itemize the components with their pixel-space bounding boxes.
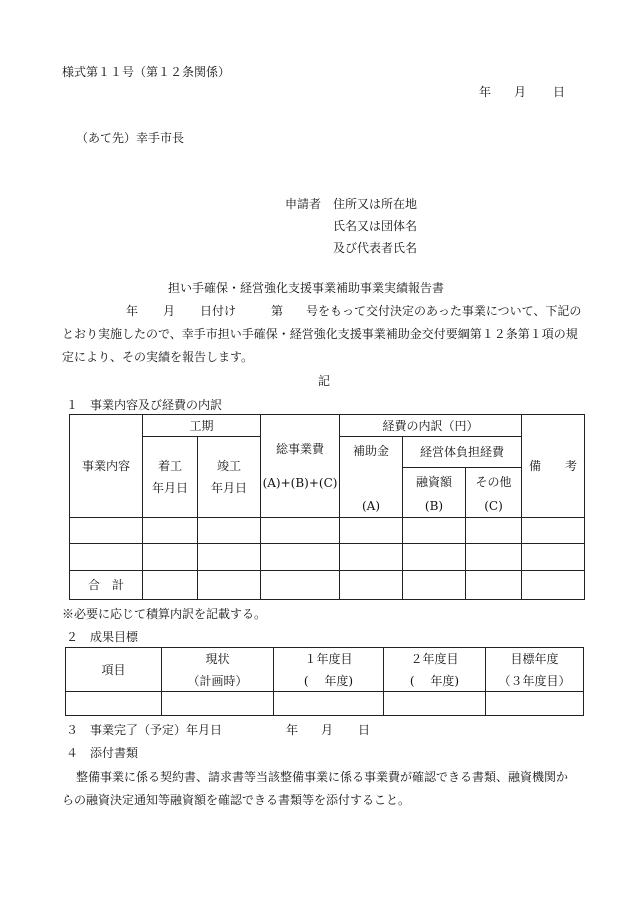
section1-heading: １ 事業内容及び経費の内訳 (66, 398, 223, 412)
target-cell-item[interactable] (66, 692, 162, 716)
target-cell-current[interactable] (162, 692, 274, 716)
header-loan-code: (B) (403, 495, 466, 517)
total-cost-label: 総事業費 (276, 441, 325, 456)
header-total-cost (261, 415, 340, 518)
recipient: （あて先）幸手市長 (76, 131, 185, 145)
cell-other-2[interactable] (466, 544, 522, 571)
section2-heading: ２ 成果目標 (66, 630, 139, 644)
header-self-burden: 経営体負担経費 (403, 437, 522, 468)
cell-total-end[interactable] (198, 570, 261, 599)
header-period: 工期 (143, 415, 261, 437)
header-other-code: (C) (466, 495, 522, 517)
current-sub: （計画時） (187, 673, 248, 688)
date-day: 日 (553, 85, 566, 99)
table-row (70, 517, 585, 544)
section4-line1: 整備事業に係る契約書、請求書等当該整備事業に係る事業費が確認できる書類、融資機関か (76, 770, 569, 784)
cell-remarks-2[interactable] (522, 544, 585, 571)
body-year: 年 (126, 304, 139, 318)
target-cell-target[interactable] (486, 692, 584, 716)
header-subsidy: 補助金 (340, 437, 403, 495)
header-subsidy-code: (A) (340, 495, 403, 517)
body-dai: 第 (271, 304, 284, 318)
cell-loan-1[interactable] (403, 517, 466, 544)
target-sub: （３年度目） (498, 673, 571, 688)
section3-heading: ３ 事業完了（予定）年月日 (66, 723, 223, 737)
section3-day: 日 (358, 723, 371, 737)
target-header-year1 (274, 648, 384, 692)
header-breakdown: 経費の内訳（円） (340, 415, 522, 437)
form-number: 様式第１１号（第１２条関係） (62, 65, 231, 79)
target-table (65, 647, 584, 716)
target-cell-year2[interactable] (384, 692, 486, 716)
target-header-target (486, 648, 584, 692)
year2-sub: ( 年度) (409, 673, 460, 688)
cell-other-1[interactable] (466, 517, 522, 544)
current-label: 現状 (205, 651, 230, 666)
cell-start-1[interactable] (143, 517, 198, 544)
section4-heading: ４ 添付書類 (66, 746, 139, 760)
header-loan: 融資額 (403, 468, 466, 495)
date-year: 年 (479, 85, 492, 99)
applicant-rep: 及び代表者氏名 (333, 241, 418, 255)
cell-total-other[interactable] (466, 570, 522, 599)
year2-label: ２年度目 (410, 651, 459, 666)
start-label: 着工 (157, 458, 182, 473)
header-other: その他 (466, 468, 522, 495)
cell-end-2[interactable] (198, 544, 261, 571)
body-line3: 定により、その実績を報告します。 (62, 350, 254, 364)
cell-subsidy-2[interactable] (340, 544, 403, 571)
cell-end-1[interactable] (198, 517, 261, 544)
section3-month: 月 (321, 723, 334, 737)
target-header-item: 項目 (66, 648, 162, 692)
applicant-address: 住所又は所在地 (333, 197, 418, 211)
total-row-label: 合 計 (70, 570, 143, 599)
target-header-current (162, 648, 274, 692)
target-label: 目標年度 (510, 651, 559, 666)
year1-label: １年度目 (304, 651, 353, 666)
cell-total-total[interactable] (261, 570, 340, 599)
cell-content-1[interactable] (70, 517, 143, 544)
table-row (66, 692, 584, 716)
table-row-total (70, 570, 585, 599)
cell-start-2[interactable] (143, 544, 198, 571)
end-ymd: 年月日 (211, 480, 248, 495)
cell-subsidy-1[interactable] (340, 517, 403, 544)
section1-note: ※必要に応じて積算内訳を記載する。 (62, 607, 267, 621)
cell-total-loan[interactable] (403, 570, 466, 599)
cell-total-1[interactable] (261, 517, 340, 544)
start-ymd: 年月日 (151, 480, 188, 495)
body-day: 日付け (200, 304, 237, 318)
end-label: 竣工 (217, 458, 242, 473)
header-content: 事業内容 (70, 415, 143, 518)
expense-table (69, 414, 585, 600)
header-remarks: 備 考 (522, 415, 585, 518)
cell-total-start[interactable] (143, 570, 198, 599)
applicant-name: 氏名又は団体名 (333, 219, 418, 233)
applicant-label: 申請者 (285, 197, 322, 211)
cell-remarks-1[interactable] (522, 517, 585, 544)
cell-total-subsidy[interactable] (340, 570, 403, 599)
header-start (143, 437, 198, 517)
ki-heading: 記 (318, 374, 331, 388)
document-title: 担い手確保・経営強化支援事業補助事業実績報告書 (168, 281, 445, 295)
section4-line2: らの融資決定通知等融資額を確認できる書類等を添付すること。 (62, 793, 411, 807)
header-end (198, 437, 261, 517)
section3-year: 年 (286, 723, 299, 737)
cell-total-2[interactable] (261, 544, 340, 571)
cell-content-2[interactable] (70, 544, 143, 571)
body-line2: とおり実施したので、幸手市担い手確保・経営強化支援事業補助金交付要綱第１２条第１項の規 (62, 327, 578, 341)
target-cell-year1[interactable] (274, 692, 384, 716)
body-line1-rest: 号をもって交付決定のあった事業について、下記の (306, 304, 582, 318)
year1-sub: ( 年度) (303, 673, 354, 688)
cell-loan-2[interactable] (403, 544, 466, 571)
date-month: 月 (514, 85, 527, 99)
table-row (70, 544, 585, 571)
target-header-year2 (384, 648, 486, 692)
total-cost-formula: (A)+(B)+(C) (262, 475, 338, 490)
cell-total-remarks[interactable] (522, 570, 585, 599)
body-month: 月 (163, 304, 176, 318)
